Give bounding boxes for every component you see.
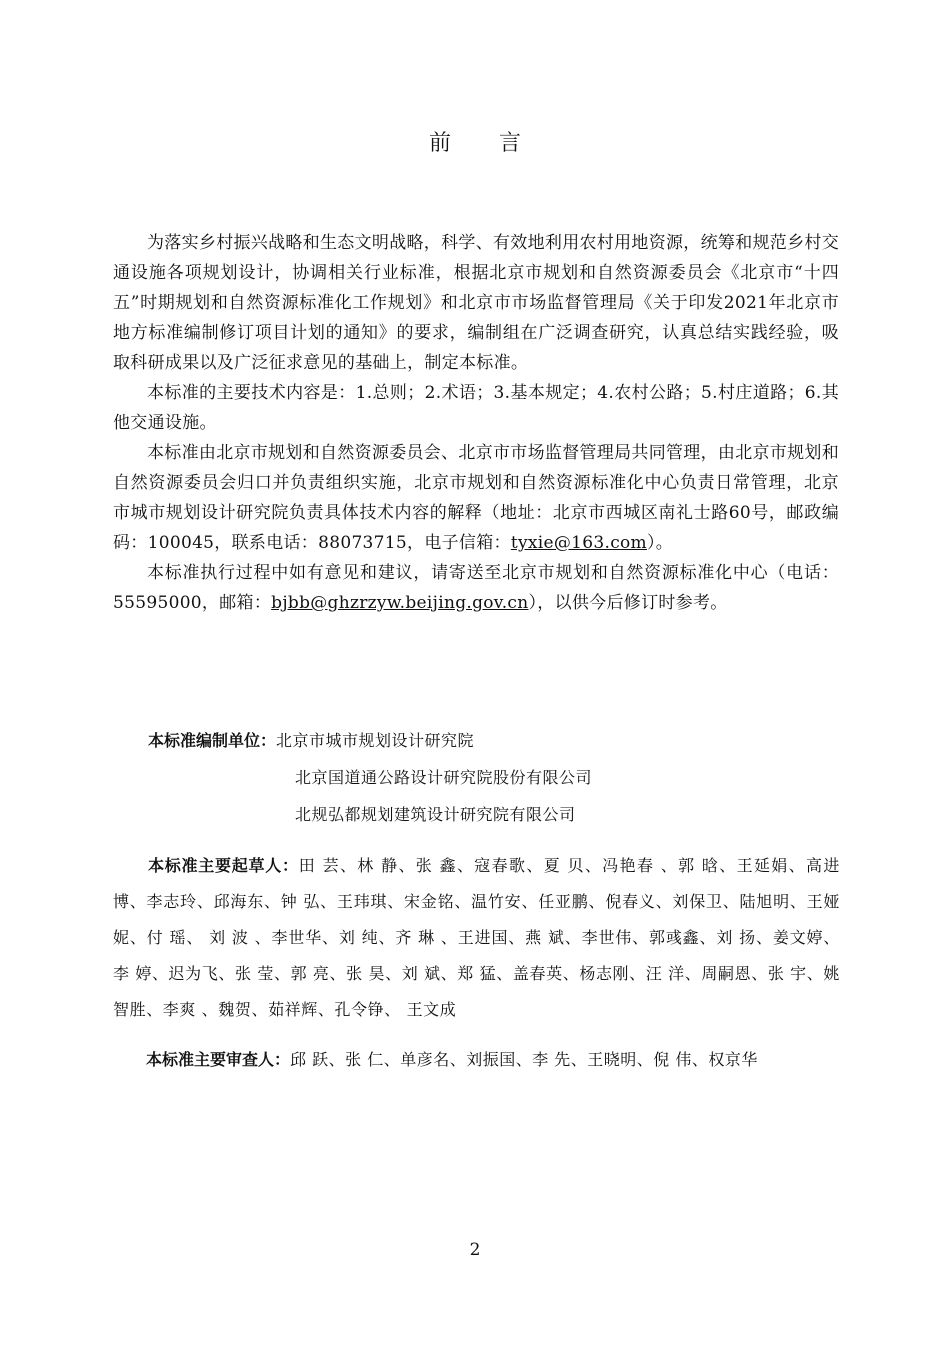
drafting-units-label: 本标准编制单位：	[148, 731, 277, 750]
main-drafters-section	[113, 848, 840, 1028]
paragraph-feedback-end: ），以供今后修订时参考。	[528, 593, 728, 613]
feedback-email-link[interactable]: bjbb@ghzrzyw.beijing.gov.cn	[271, 593, 529, 613]
main-drafters-label: 本标准主要起草人：	[148, 856, 299, 875]
main-reviewers-names: 邱 跃、张 仁、单彦名、刘振国、李 先、王晓明、倪 伟、权京华	[290, 1050, 758, 1069]
paragraph-management	[113, 438, 839, 558]
title-char-2: 言	[499, 131, 522, 156]
page-number: 2	[469, 1240, 481, 1260]
drafting-unit: 北京国道通公路设计研究院股份有限公司	[295, 768, 593, 787]
paragraph-management-text: 本标准由北京市规划和自然资源委员会、北京市市场监督管理局共同管理，由北京市规划和自然资源委员会归口并负责组织实施，北京市规划和自然资源标准化中心负责日常管理，北京市城市规划设计研究院负责具体技术内容的解释（地址：北京市西城区南礼士路60号，邮政编码：100045，联系电话：88073715，电子信箱：	[113, 443, 839, 553]
drafting-unit-row	[148, 726, 838, 763]
drafting-unit: 北规弘都规划建筑设计研究院有限公司	[295, 805, 576, 824]
drafting-unit: 北京市城市规划设计研究院	[276, 731, 475, 750]
main-reviewers-section	[146, 1045, 846, 1075]
paragraph-management-end: ）。	[646, 533, 674, 553]
drafting-units-section	[148, 726, 838, 837]
main-drafters-names: 田 芸、林 静、张 鑫、寇春歌、夏 贝、冯艳春 、郭 晗、王延娟、高进博、李志玲、邱海东、钟 弘、王玮琪、宋金铭、温竹安、任亚鹏、倪春义、刘保卫、陆旭明、王娅妮、付 瑶、 刘 波 、李世华、刘 纯、齐 琳 、王进国、燕 斌、李世伟、郭彧鑫、刘 扬、姜文婷、李 婷、迟为飞、张 莹、郭 亮、张 昊、刘 斌、郑 猛、盖春英、杨志刚、汪 洋、周嗣恩、张 宇、姚智胜、李爽 、魏贺、茹祥辉、孔令铮、 王文成	[113, 856, 840, 1019]
paragraph-contents: 本标准的主要技术内容是：1.总则；2.术语；3.基本规定；4.农村公路；5.村庄道路；6.其他交通设施。	[113, 383, 839, 433]
drafting-unit-row	[148, 800, 838, 837]
contact-email-link[interactable]: tyxie@163.com	[510, 533, 647, 553]
title-char-1: 前	[428, 131, 451, 156]
paragraph-feedback-text: 本标准执行过程中如有意见和建议，请寄送至北京市规划和自然资源标准化中心（电话：55595000，邮箱：	[113, 563, 839, 613]
preface-body	[113, 228, 839, 618]
paragraph-purpose: 为落实乡村振兴战略和生态文明战略，科学、有效地利用农村用地资源，统筹和规范乡村交通设施各项规划设计，协调相关行业标准，根据北京市规划和自然资源委员会《北京市“十四五”时期规划和自然资源标准化工作规划》和北京市市场监督管理局《关于印发2021年北京市地方标准编制修订项目计划的通知》的要求，编制组在广泛调查研究，认真总结实践经验，吸取科研成果以及广泛征求意见的基础上，制定本标准。	[113, 233, 839, 373]
paragraph-feedback	[113, 558, 839, 618]
page-title	[0, 126, 950, 157]
drafting-unit-row	[148, 763, 838, 800]
main-reviewers-label: 本标准主要审查人：	[146, 1050, 291, 1069]
